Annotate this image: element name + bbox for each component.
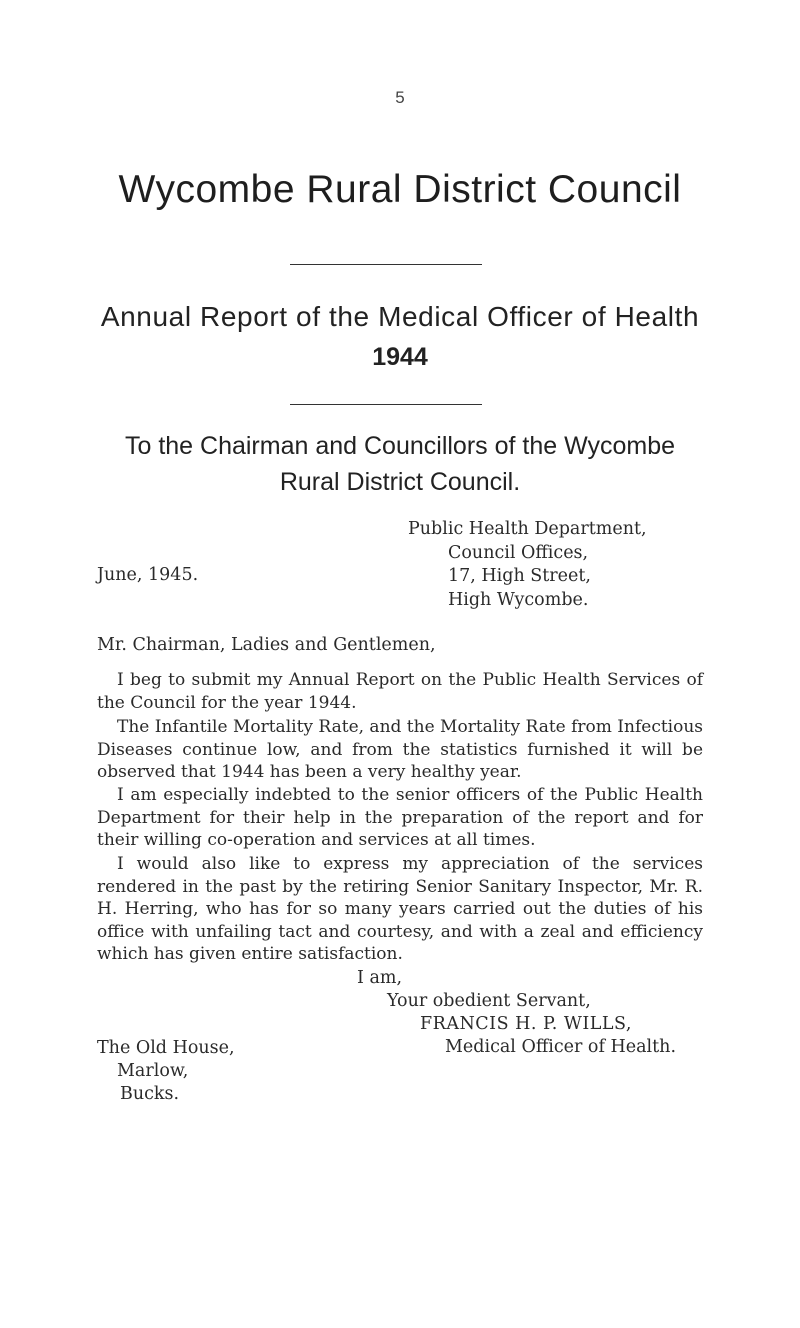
home-address-line-2: Marlow, [117,1061,189,1081]
page-number: 5 [395,88,405,107]
sender-address-line-4: High Wycombe. [448,589,589,610]
closing-line-1: I am, [357,968,403,988]
body-paragraph-1: I beg to submit my Annual Report on the Public Health Services of the Council for the year 1944. [97,670,703,713]
letter-date: June, 1945. [97,565,199,585]
closing-line-2: Your obedient Servant, [387,991,591,1011]
home-address-line-3: Bucks. [120,1084,180,1104]
report-year: 1944 [372,343,428,371]
signature-name: FRANCIS H. P. WILLS, [420,1014,632,1034]
letter-greeting: Mr. Chairman, Ladies and Gentlemen, [97,635,436,655]
report-title: Annual Report of the Medical Officer of Health [100,301,700,332]
sender-address-line-1: Public Health Department, [408,519,647,539]
sender-address-line-3: 17, High Street, [448,566,591,586]
signatory-position: Medical Officer of Health. [445,1037,677,1057]
home-address [97,1037,235,1106]
title-divider-top [290,264,482,265]
letter-closing [357,967,777,1059]
sender-address-line-2: Council Offices, [448,542,589,563]
body-paragraph-3: I am especially indebted to the senior officers of the Public Health Department for their help in the preparation of the report and for their willing co-operation and services at all times. [97,785,703,850]
salutation-heading-line-2: Rural District Council. [279,468,521,496]
title-divider-bottom [290,404,482,405]
salutation-heading-line-1: To the Chairman and Councillors of the Wycombe [124,432,676,460]
home-address-line-1: The Old House, [97,1038,235,1058]
council-title: Wycombe Rural District Council [118,168,682,211]
sender-address [408,518,768,612]
body-paragraph-4: I would also like to express my appreciation of the services rendered in the past by the retiring Senior Sanitary Inspector, Mr. R. H. Herring, who has for so many years carried out the duties of his office with unfailing tact and courtesy, and with a zeal and efficiency which has given entire satisfaction. [97,854,703,964]
body-paragraph-2: The Infantile Mortality Rate, and the Mortality Rate from Infectious Diseases continue low, and from the statistics furnished it will be observed that 1944 has been a very healthy year. [97,717,704,782]
